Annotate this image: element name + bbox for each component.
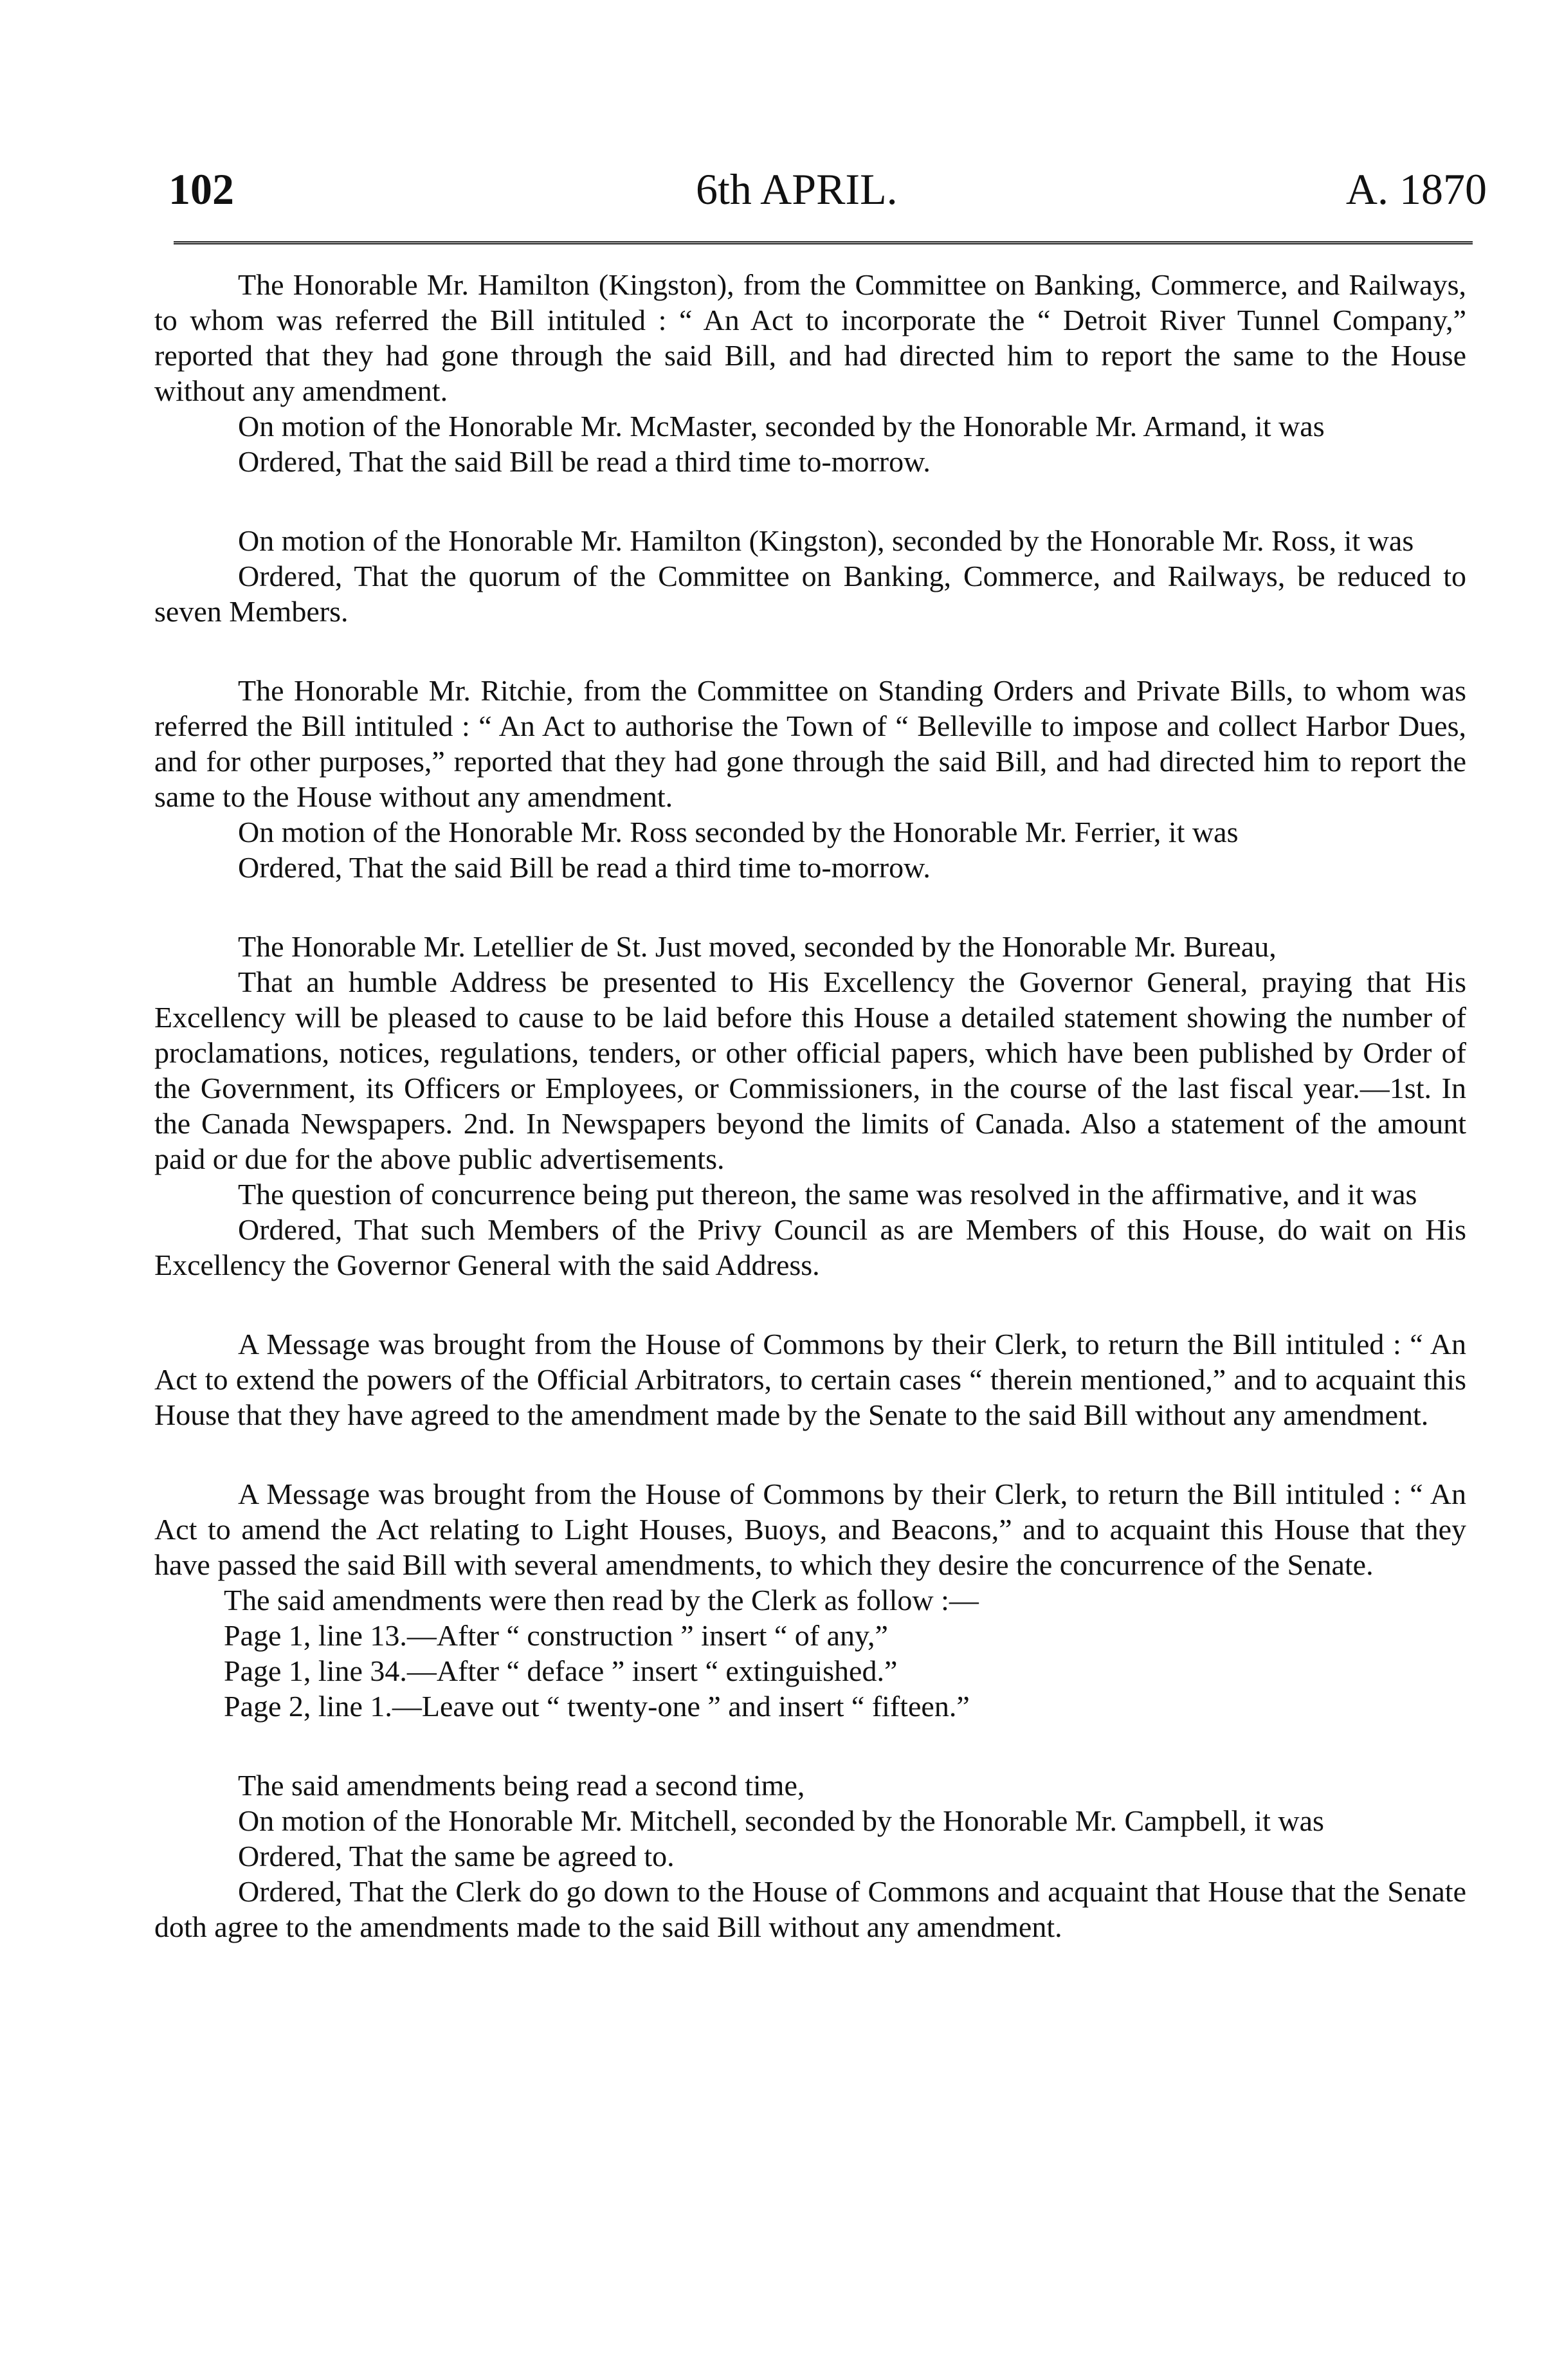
page-date: 6th APRIL. xyxy=(696,165,898,214)
paragraph: The Honorable Mr. Letellier de St. Just moved, seconded by the Honorable Mr. Bureau, xyxy=(238,930,1277,963)
page-year: A. 1870 xyxy=(1345,165,1487,214)
paragraph: A Message was brought from the House of Commons by their Clerk, to return the Bill intituled : “ An Act to amend the Act relating to Light Houses, Buoys, and Beacons,” and to acquaint this House that they have passed the said Bill with several amendments, to which they desire the concurrence of the Senate. xyxy=(154,1478,1466,1581)
paragraph: Ordered, That the quorum of the Committee on Banking, Commerce, and Railways, be reduced to seven Members. xyxy=(154,560,1466,628)
paragraph: A Message was brought from the House of Commons by their Clerk, to return the Bill intituled : “ An Act to extend the powers of the Official Arbitrators, to certain cases “ therein mentioned,” and to acquaint this House that they have agreed to the amendment made by the Senate to the said Bill without any amendment. xyxy=(154,1328,1466,1431)
paragraph: On motion of the Honorable Mr. Mitchell, seconded by the Honorable Mr. Campbell, it was xyxy=(238,1804,1324,1837)
header-rule xyxy=(174,241,1473,244)
paragraph: That an humble Address be presented to His Excellency the Governor General, praying that His Excellency will be pleased to cause to be laid before this House a detailed statement showing the number of proclamations, notices, regulations, tenders, or other official papers, which have been published by Order of the Government, its Officers or Employees, or Commissioners, in the course of the last fiscal year.—1st. In the Canada Newspapers. 2nd. In Newspapers beyond the limits of Canada. Also a statement of the amount paid or due for the above public advertisements. xyxy=(154,966,1466,1175)
amendment-line: Page 2, line 1.—Leave out “ twenty-one ” and insert “ fifteen.” xyxy=(224,1690,970,1723)
paragraph: Ordered, That the Clerk do go down to the House of Commons and acquaint that House that the Senate doth agree to the amendments made to the said Bill without any amendment. xyxy=(154,1875,1466,1943)
amendment-line: Page 1, line 13.—After “ construction ” insert “ of any,” xyxy=(224,1619,888,1652)
paragraph: The Honorable Mr. Ritchie, from the Committee on Standing Orders and Private Bills, to whom was referred the Bill intituled : “ An Act to authorise the Town of “ Belleville to impose and collect Harbor Dues, and for other purposes,” reported that they had gone through the said Bill, and had directed him to report the same to the House without any amendment. xyxy=(154,674,1466,813)
paragraph: The Honorable Mr. Hamilton (Kingston), from the Committee on Banking, Commerce, and Railways, to whom was referred the Bill intituled : “ An Act to incorporate the “ Detroit River Tunnel Company,” reported that they had gone through the said Bill, and had directed him to report the same to the House without any amendment. xyxy=(154,268,1466,407)
page-header xyxy=(168,164,1487,215)
journal-body xyxy=(154,267,1466,1945)
paragraph: Ordered, That the said Bill be read a third time to-morrow. xyxy=(238,445,931,478)
paragraph: The question of concurrence being put thereon, the same was resolved in the affirmative, and it was xyxy=(238,1178,1417,1211)
paragraph: On motion of the Honorable Mr. Hamilton (Kingston), seconded by the Honorable Mr. Ross, it was xyxy=(238,524,1414,557)
amendment-line: Page 1, line 34.—After “ deface ” insert “ extinguished.” xyxy=(224,1654,898,1687)
paragraph: The said amendments being read a second time, xyxy=(238,1769,805,1802)
paragraph: On motion of the Honorable Mr. Ross seconded by the Honorable Mr. Ferrier, it was xyxy=(238,816,1239,848)
paragraph: On motion of the Honorable Mr. McMaster, seconded by the Honorable Mr. Armand, it was xyxy=(238,410,1325,443)
paragraph: Ordered, That such Members of the Privy Council as are Members of this House, do wait on His Excellency the Governor General with the said Address. xyxy=(154,1213,1466,1281)
paragraph: The said amendments were then read by the Clerk as follow :— xyxy=(224,1584,979,1616)
paragraph: Ordered, That the same be agreed to. xyxy=(238,1840,675,1872)
page-number: 102 xyxy=(168,165,234,214)
paragraph: Ordered, That the said Bill be read a third time to-morrow. xyxy=(238,851,931,884)
